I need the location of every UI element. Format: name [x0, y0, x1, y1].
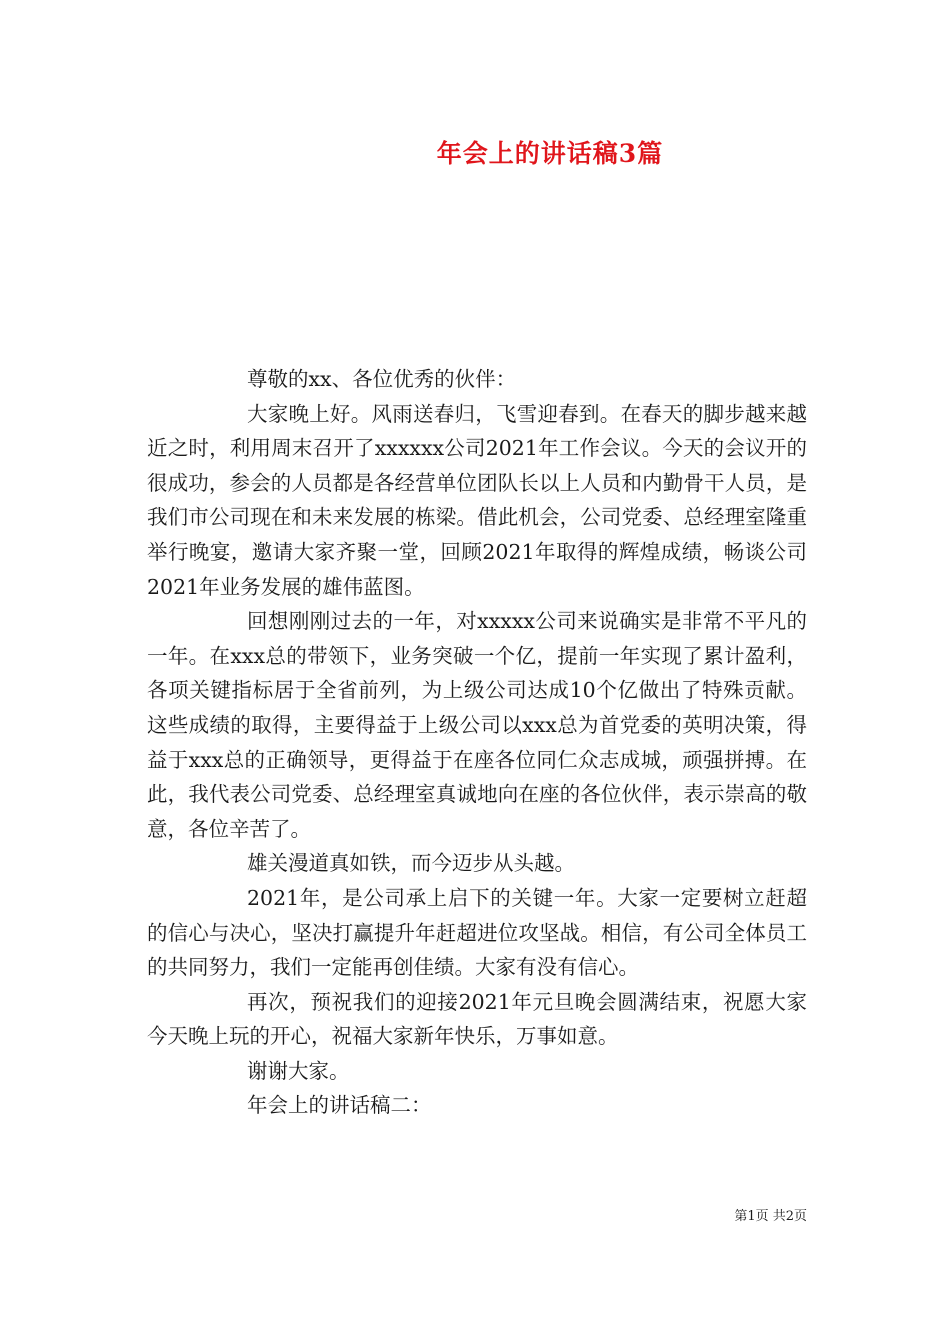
paragraph-next-heading: 年会上的讲话稿二： [247, 1093, 432, 1118]
page-footer: 第1页 共2页 [734, 1209, 807, 1224]
page-title: 年会上的讲话稿3篇 [436, 139, 664, 168]
paragraph-wishes: 再次，预祝我们的迎接2021年元旦晚会圆满结束，祝愿大家今天晚上玩的开心，祝福大家新年快乐，万事如意。 [147, 989, 807, 1049]
paragraph-review: 回想刚刚过去的一年，对xxxxx公司来说确实是非常不平凡的一年。在xxx总的带领下，业务突破一个亿，提前一年实现了累计盈利，各项关键指标居于全省前列，为上级公司达成10个亿做出了特殊贡献。这些成绩的取得，主要得益于上级公司以xxx总为首党委的英明决策，得益于xxx总的正确领导，更得益于在座各位同仁众志成城，顽强拼搏。在此，我代表公司党委、总经理室真诚地向在座的各位伙伴，表示崇高的敬意，各位辛苦了。 [147, 609, 807, 841]
paragraph-thanks: 谢谢大家。 [247, 1058, 350, 1083]
paragraph-greeting: 大家晚上好。风雨送春归，飞雪迎春到。在春天的脚步越来越近之时，利用周末召开了xxxxxx公司2021年工作会议。今天的会议开的很成功，参会的人员都是各经营单位团队长以上人员和内勤骨干人员，是我们市公司现在和未来发展的栋梁。借此机会，公司党委、总经理室隆重举行晚宴，邀请大家齐聚一堂，回顾2021年取得的辉煌成绩，畅谈公司2021年业务发展的雄伟蓝图。 [147, 401, 807, 599]
document-body [147, 362, 807, 1123]
paragraph-outlook: 2021年，是公司承上启下的关键一年。大家一定要树立赶超的信心与决心，坚决打赢提升年赶超进位攻坚战。相信，有公司全体员工的共同努力，我们一定能再创佳绩。大家有没有信心。 [147, 885, 807, 980]
paragraph-quote: 雄关漫道真如铁，而今迈步从头越。 [247, 851, 575, 876]
paragraph-salutation: 尊敬的xx、各位优秀的伙伴： [247, 367, 517, 391]
